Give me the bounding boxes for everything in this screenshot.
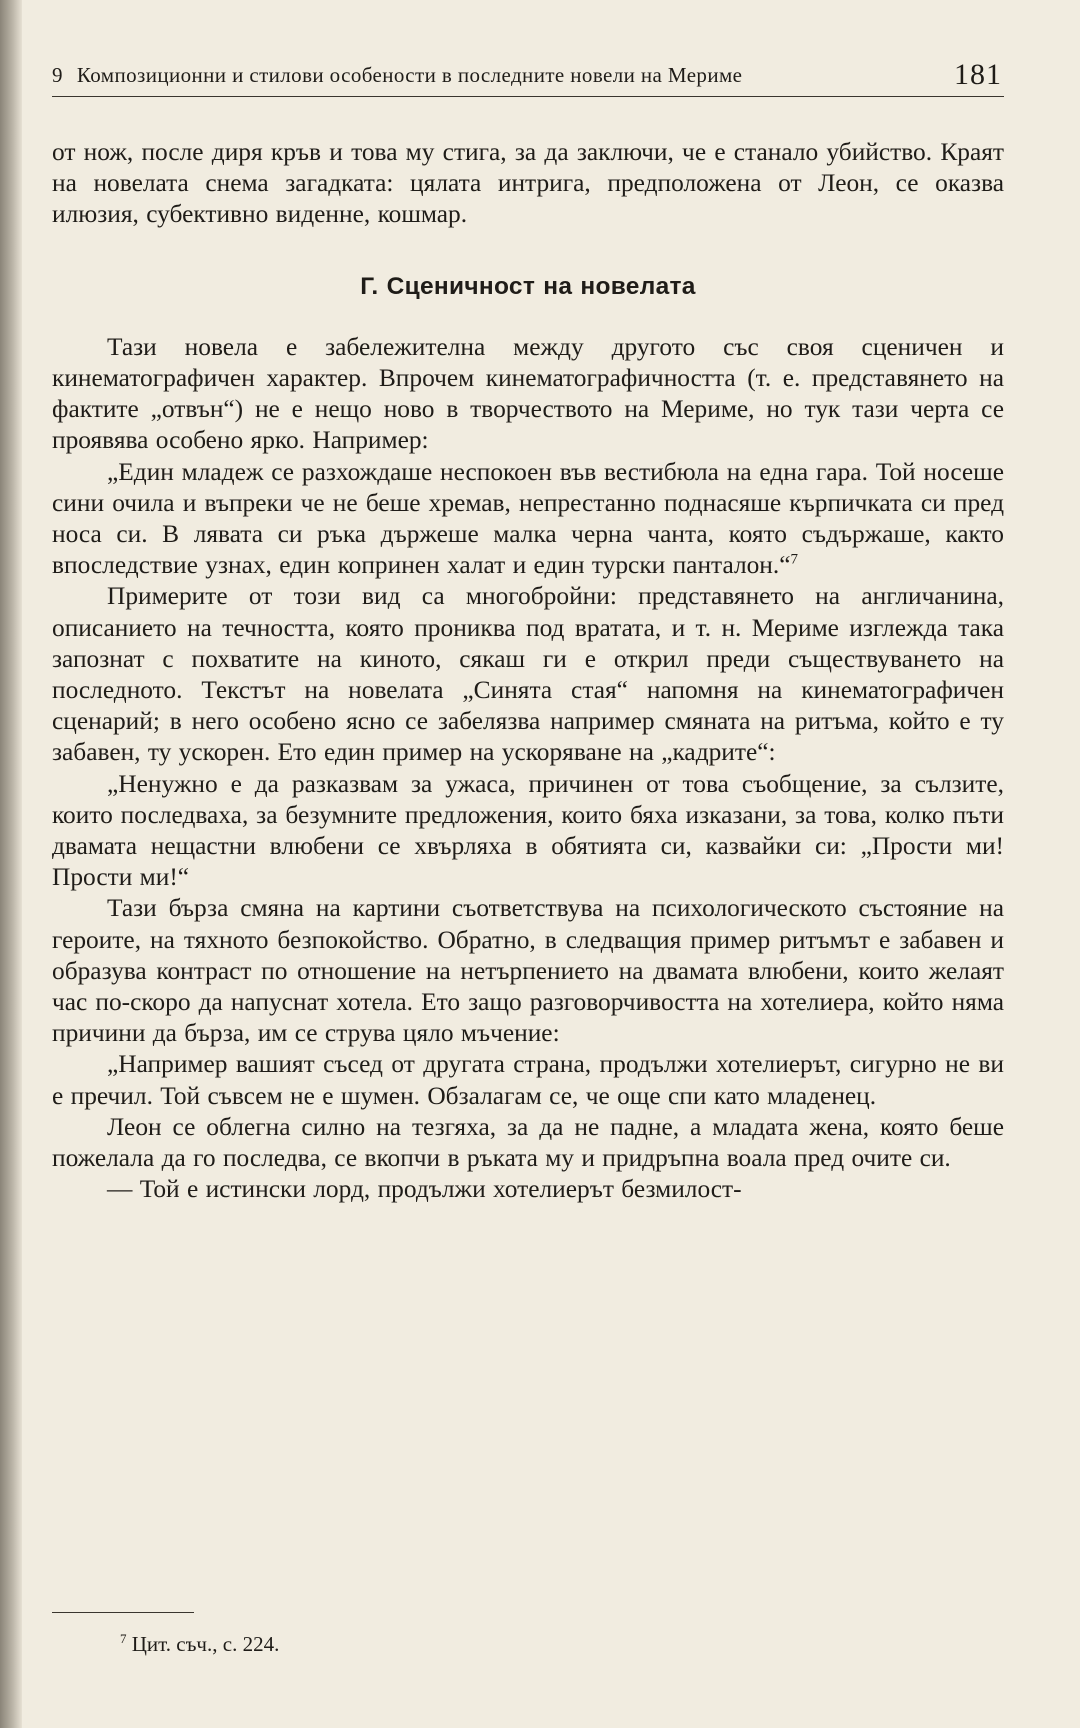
paragraph: Тази бърза смяна на картини съответствува на психологическото състояние на героите, на тяхното безпокойство. Обратно, в следващия пример ритъмът е забавен и образува контраст по отношение на нетърпението на двамата влюбени, които желаят час по-скоро да напуснат хотела. Ето защо разговорчивостта на хотелиера, който няма причини да бърза, им се струва цяло мъчение:: [52, 894, 1004, 1048]
running-title-text: Композиционни и стилови особености в последните новели на Мериме: [76, 63, 743, 87]
running-title: [52, 63, 742, 88]
book-spine-shadow: [0, 0, 22, 1728]
footnote: [52, 1631, 1004, 1657]
running-header: [52, 48, 1004, 97]
quote-text: „Един младеж се разхождаше неспокоен във вестибюла на една гара. Той носеше сини очила и въпреки че не беше хремав, непрестанно поднасяше кърпичката си пред носа си. В лявата си ръка държеше малка черна чанта, която съдържаше, както впоследствие узнах, един копринен халат и един турски панталон.“: [52, 457, 1004, 580]
footnote-number: 7: [120, 1631, 127, 1646]
paragraph: Тази новела е забележителна между другото със своя сценичен и кинематографичен характер. Впрочем кинематографичността (т. е. представянето на фактите „отвън“) не е нещо ново в творчеството на Мериме, но тук тази черта се проявява особено ярко. Например:: [52, 332, 1004, 455]
section-heading: Г. Сценичност на новелата: [360, 272, 696, 300]
quote-paragraph: „Например вашият съсед от другата страна, продължи хотелиерът, сигурно не ви е пречил. Той съвсем не е шумен. Обзалагам се, че още спи като младенец.: [52, 1050, 1004, 1110]
paragraph: — Той е истински лорд, продължи хотелиерът безмилост-: [107, 1175, 742, 1204]
footnote-rule: [52, 1612, 194, 1613]
footnote-text: Цит. съч., с. 224.: [131, 1632, 280, 1656]
paragraph: от нож, после диря кръв и това му стига, за да заключи, че е станало убийство. Краят на новелата снема загадката: цялата интрига, предположена от Леон, се оказва илюзия, субективно виденне, кошмар.: [52, 138, 1004, 229]
page-number: 181: [954, 58, 1002, 91]
chapter-number: 9: [52, 63, 63, 87]
quote-paragraph: [52, 457, 1004, 582]
paragraph: Леон се облегна силно на тезгяха, за да не падне, а младата жена, която беше пожелала да го последва, се вкопчи в ръката му и придръпна воала пред очите си.: [52, 1112, 1004, 1173]
footnotes: [52, 1612, 1004, 1657]
paragraph: Примерите от този вид са многобройни: представянето на англичанина, описанието на течността, която прониква под вратата, и т. н. Мериме изглежда така запознат с похватите на киното, сякаш ги е открил преди съществуването на последното. Текстът на новелата „Синята стая“ напомня на кинематографичен сценарий; в него особено ясно се забелязва например смяната на ритъма, който е ту забавен, ту ускорен. Ето един пример на ускоряване на „кадрите“:: [52, 582, 1004, 767]
body-text: [52, 137, 1004, 1206]
book-page: [52, 48, 1004, 1206]
footnote-reference: 7: [790, 551, 799, 568]
quote-paragraph: „Ненужно е да разказвам за ужаса, причинен от това съобщение, за сълзите, които последваха, за безумните предложения, които бяха изказани, за това, колко пъти двамата нещастни влюбени се хвърляха в обятията си, казвайки си: „Прости ми! Прости ми!“: [52, 769, 1004, 892]
